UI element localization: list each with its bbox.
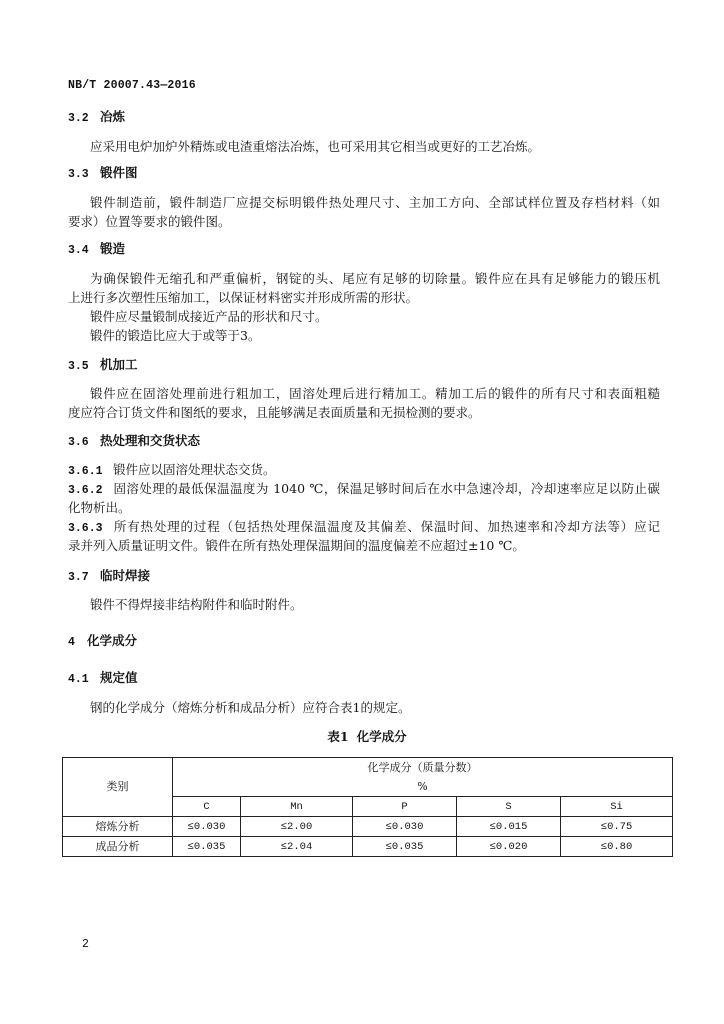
table-cell: ≤0.015 [457,817,561,837]
group-header-text: 化学成分（质量分数） [367,761,478,774]
column-header-c: C [173,797,241,817]
table-header-row [63,758,673,797]
paragraph-line: 为确保锻件无缩孔和严重偏析，钢锭的头、尾应有足够的切除量。锻件应在具有足够能力的锻压机 [90,271,660,286]
heading-title: 机加工 [100,357,138,372]
paragraph-line: 锻件应在固溶处理前进行粗加工，固溶处理后进行精加工。精加工后的锻件的所有尺寸和表面粗糙 [90,386,660,401]
chemical-composition-table [62,757,673,857]
table-caption [62,728,672,746]
column-header-p: P [353,797,457,817]
paragraph-line: 度应符合订货文件和图纸的要求，且能够满足表面质量和无损检测的要求。 [68,405,481,420]
paragraph-line: 录并列入质量证明文件。锻件在所有热处理保温期间的温度偏差不应超过±10 ℃。 [68,538,525,553]
clause-number: 3.6.2 [68,484,103,497]
heading-3-6 [68,432,200,450]
paragraph-line: 钢的化学成分（熔炼分析和成品分析）应符合表1的规定。 [90,700,411,715]
heading-3-4 [68,240,125,258]
paragraph-line: 锻件的锻造比应大于或等于3。 [90,328,261,343]
paragraph-line: 化物析出。 [68,500,131,515]
clause-number: 3.6.1 [68,465,103,478]
table-row [63,837,673,857]
paragraph-line: 要求）位置等要求的锻件图。 [68,214,231,229]
table-caption-title: 化学成分 [356,729,407,744]
table-cell: ≤0.80 [561,837,673,857]
heading-title: 临时焊接 [100,568,151,583]
paragraph-line: 锻件应尽量锻制成接近产品的形状和尺寸。 [90,309,328,324]
table-cell: ≤0.030 [173,817,241,837]
heading-3-7 [68,567,150,585]
heading-title: 锻件图 [100,165,138,180]
table-cell: ≤0.75 [561,817,673,837]
column-header-s: S [457,797,561,817]
heading-title: 冶炼 [100,109,126,124]
table-cell: ≤0.020 [457,837,561,857]
paragraph-line: 锻件制造前，锻件制造厂应提交标明锻件热处理尺寸、主加工方向、全部试样位置及存档材料（如 [90,195,660,210]
heading-title: 锻造 [100,241,126,256]
heading-number: 3.6 [68,436,89,449]
heading-number: 4 [68,636,75,649]
heading-3-3 [68,164,138,182]
unit-text: % [417,780,428,793]
table-cell: ≤0.035 [173,837,241,857]
page-number: 2 [82,938,89,951]
heading-title: 化学成分 [87,633,138,648]
clause-text: 固溶处理的最低保温温度为 1040 ℃，保温足够时间后在水中急速冷却，冷却速率应足以防止碳 [113,481,660,496]
heading-title: 热处理和交货状态 [100,433,201,448]
heading-3-5 [68,356,138,374]
category-header-cell: 类别 [63,758,173,817]
heading-title: 规定值 [100,670,138,685]
heading-number: 3.2 [68,112,89,125]
table-row [63,817,673,837]
clause-number: 3.6.3 [68,522,103,535]
clause-text: 所有热处理的过程（包括热处理保温温度及其偏差、保温时间、加热速率和冷却方法等）应记 [113,519,660,534]
heading-3-2 [68,108,125,126]
heading-number: 4.1 [68,673,89,686]
clause-3-6-1 [68,461,276,479]
standard-code: NB/T 20007.43—2016 [68,79,196,92]
paragraph-line: 上进行多次塑性压缩加工，以保证材料密实并形成所需的形状。 [68,290,419,305]
table-cell: ≤2.00 [241,817,353,837]
column-header-si: Si [561,797,673,817]
row-label: 熔炼分析 [63,817,173,837]
heading-number: 3.7 [68,571,89,584]
row-label: 成品分析 [63,837,173,857]
clause-text: 锻件应以固溶处理状态交货。 [113,462,276,477]
heading-4 [68,632,137,650]
table-cell: ≤0.030 [353,817,457,837]
paragraph-line: 应采用电炉加炉外精炼或电渣重熔法冶炼，也可采用其它相当或更好的工艺冶炼。 [90,139,541,154]
table-cell: ≤0.035 [353,837,457,857]
heading-number: 3.3 [68,168,89,181]
clause-3-6-2 [68,480,660,498]
table-caption-number: 表1 [327,729,349,744]
heading-4-1 [68,669,138,687]
group-header-cell [173,758,673,797]
column-header-mn: Mn [241,797,353,817]
clause-3-6-3 [68,518,660,536]
table-cell: ≤2.04 [241,837,353,857]
paragraph-line: 锻件不得焊接非结构附件和临时附件。 [90,597,303,612]
heading-number: 3.5 [68,360,89,373]
heading-number: 3.4 [68,244,89,257]
